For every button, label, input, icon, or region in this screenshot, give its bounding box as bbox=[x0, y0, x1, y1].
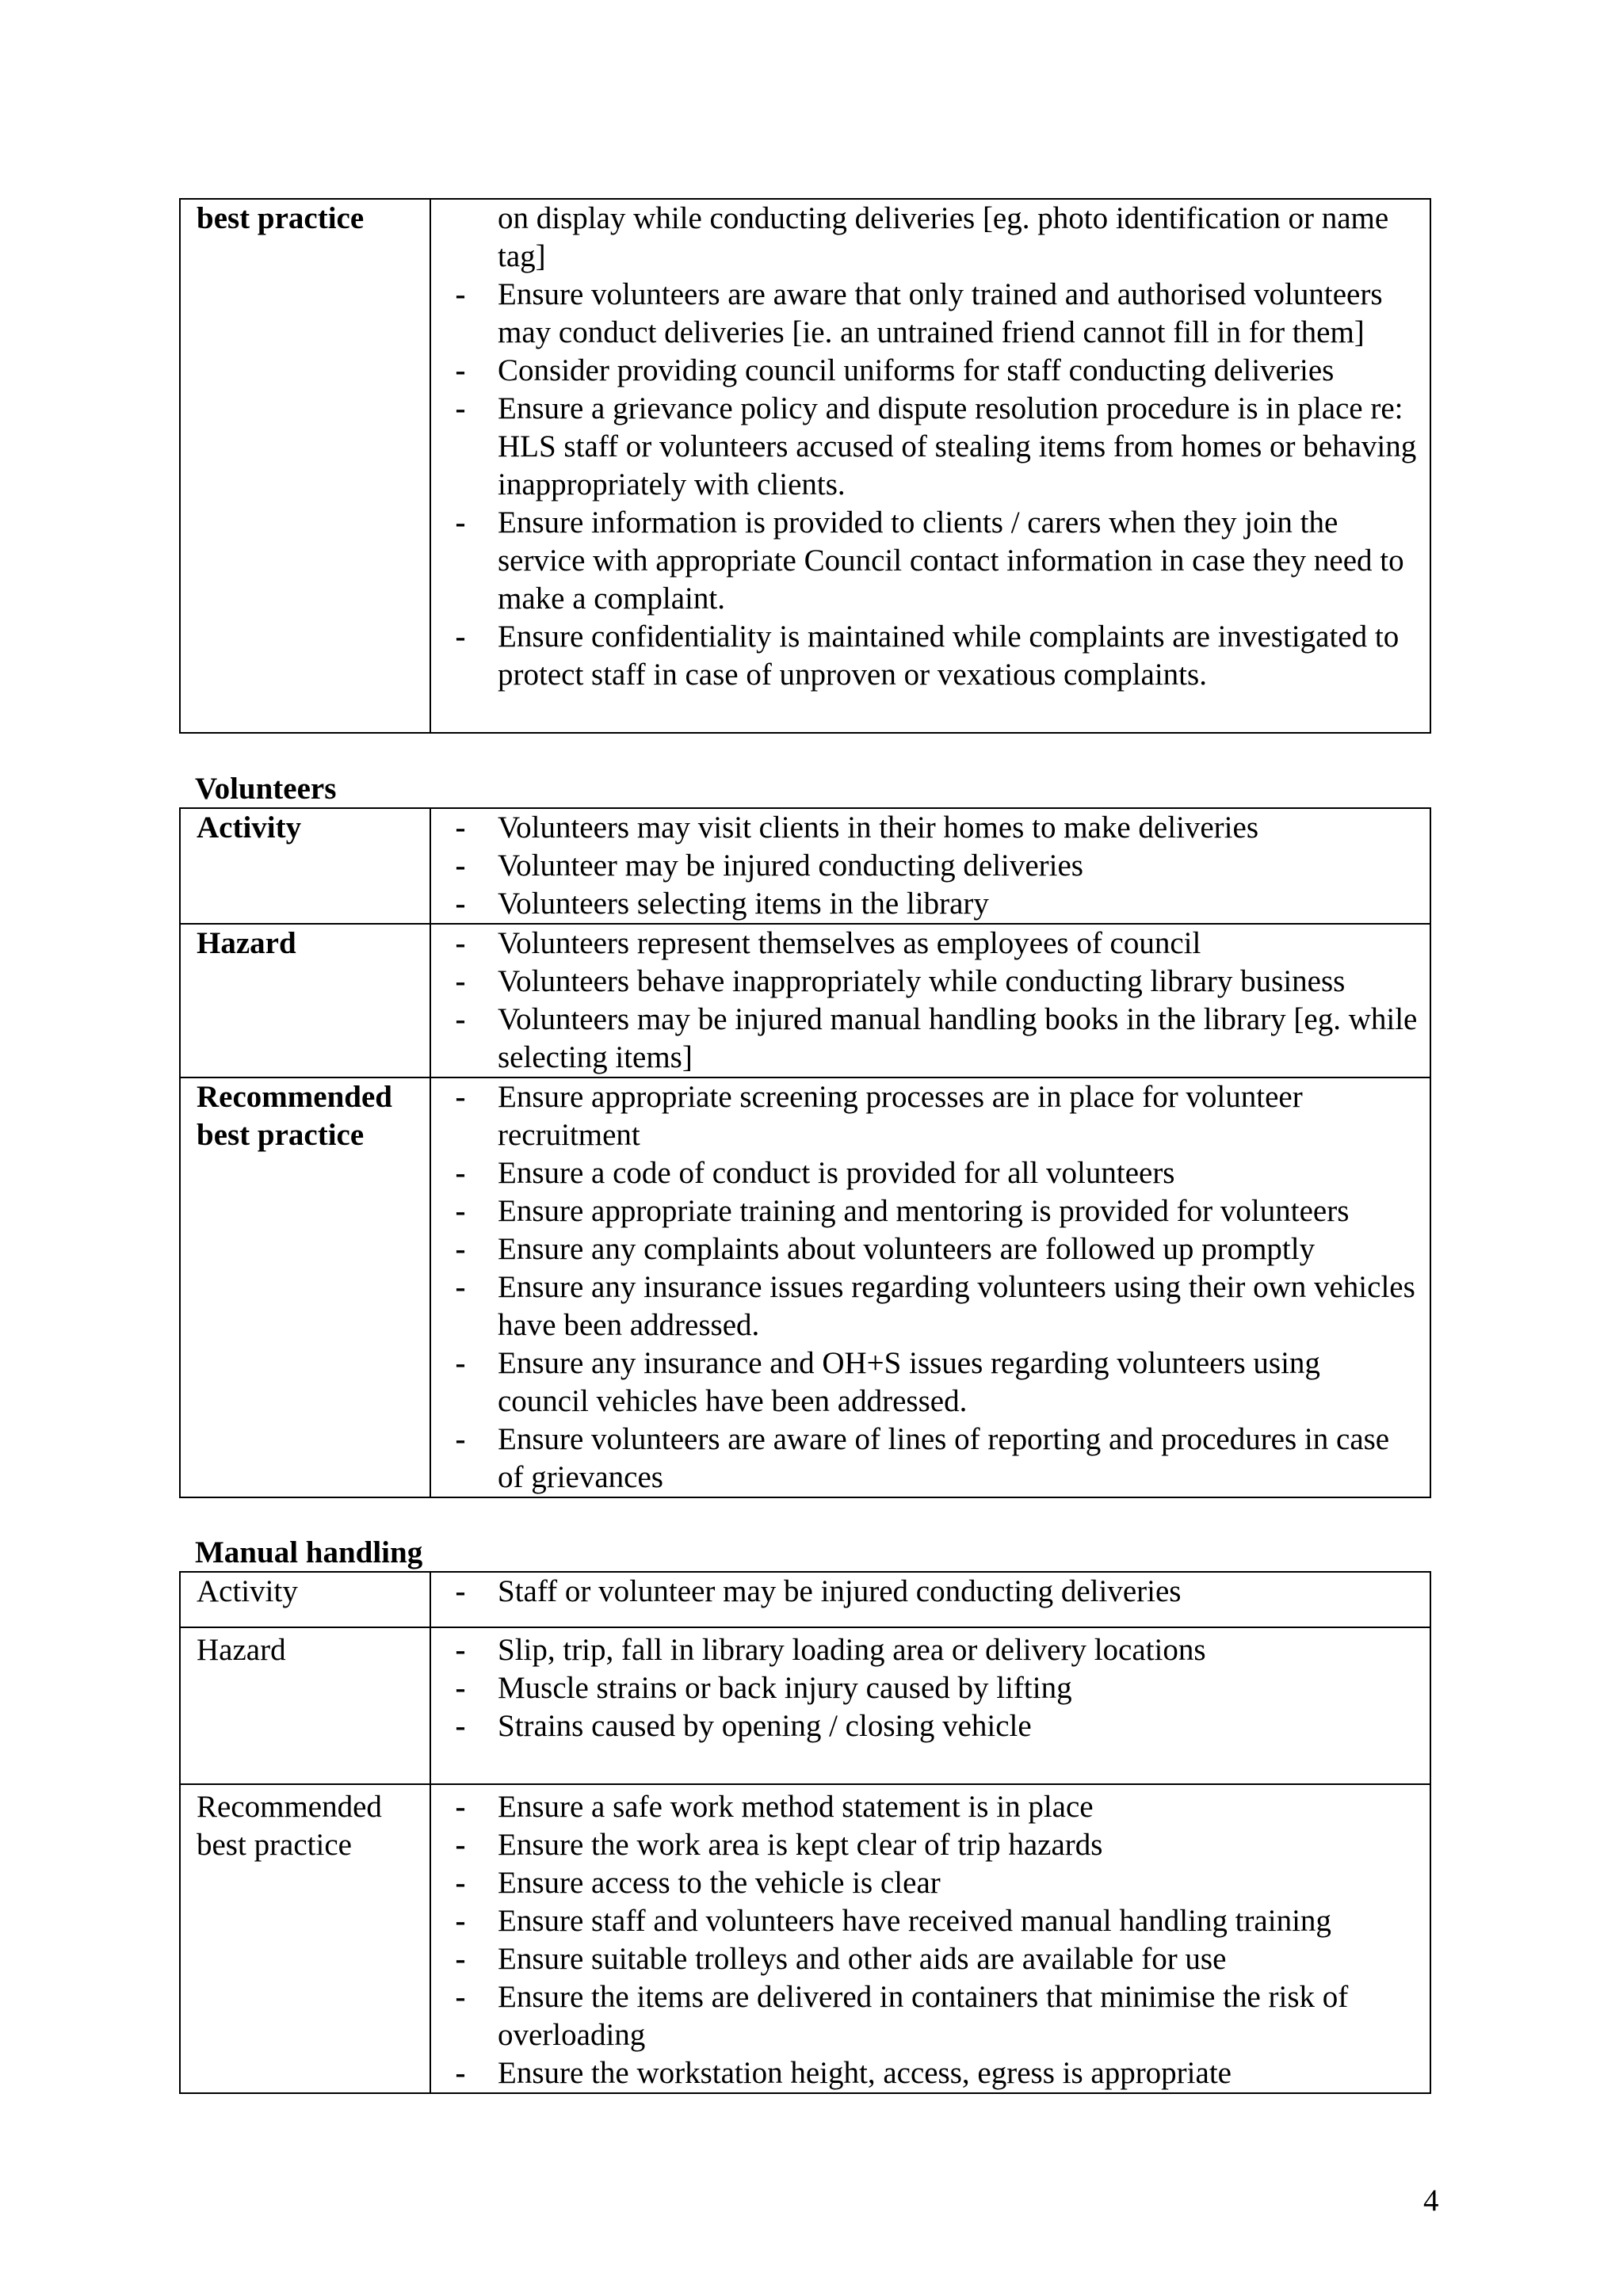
row-content bbox=[430, 1627, 1430, 1784]
item-text: Volunteers represent themselves as employees of council bbox=[498, 926, 1201, 960]
item-text: Ensure the workstation height, access, egress is appropriate bbox=[498, 2056, 1232, 2090]
dash-bullet: - bbox=[455, 505, 466, 540]
list-item bbox=[431, 200, 1419, 276]
item-text: Ensure a grievance policy and dispute resolution procedure is in place re: HLS staff or volunteers accused of stealing items from homes or behaving inappropriately with clients. bbox=[498, 391, 1417, 502]
item-text: Ensure the work area is kept clear of trip hazards bbox=[498, 1828, 1103, 1862]
dash-bullet: - bbox=[455, 1422, 466, 1456]
dash-bullet: - bbox=[455, 620, 466, 654]
row-content bbox=[430, 1077, 1430, 1497]
row-label: Hazard bbox=[180, 924, 430, 1077]
list-item bbox=[431, 1573, 1419, 1611]
bullet-list bbox=[431, 1078, 1419, 1497]
row-label: Recommended best practice bbox=[180, 1784, 430, 2093]
row-content bbox=[430, 199, 1430, 733]
bullet-list bbox=[431, 809, 1419, 923]
item-text: Ensure appropriate screening processes are in place for volunteer recruitment bbox=[498, 1080, 1303, 1152]
row-content bbox=[430, 924, 1430, 1077]
dash-bullet: - bbox=[455, 1080, 466, 1114]
list-item bbox=[431, 2054, 1419, 2092]
item-text: Ensure information is provided to clients / carers when they join the service with appropriate Council contact information in case they need to make a complaint. bbox=[498, 505, 1404, 616]
item-text: Ensure confidentiality is maintained while complaints are investigated to protect staff in case of unproven or vexatious complaints. bbox=[498, 620, 1400, 692]
item-text: Ensure a safe work method statement is in place bbox=[498, 1790, 1094, 1824]
table-volunteers bbox=[179, 807, 1431, 1498]
dash-bullet: - bbox=[455, 1346, 466, 1380]
list-item bbox=[431, 1421, 1419, 1497]
item-text: Muscle strains or back injury caused by lifting bbox=[498, 1671, 1072, 1705]
row-label: Hazard bbox=[180, 1627, 430, 1784]
dash-bullet: - bbox=[455, 849, 466, 883]
table-row bbox=[180, 1784, 1430, 2093]
table-row bbox=[180, 1572, 1430, 1627]
row-label: best practice bbox=[180, 199, 430, 733]
row-label: Activity bbox=[180, 808, 430, 924]
dash-bullet: - bbox=[455, 964, 466, 998]
dash-bullet: - bbox=[455, 2056, 466, 2090]
row-label: Activity bbox=[180, 1572, 430, 1627]
bullet-list bbox=[431, 200, 1419, 694]
list-item bbox=[431, 1154, 1419, 1192]
list-item bbox=[431, 276, 1419, 352]
list-item bbox=[431, 1001, 1419, 1077]
list-item bbox=[431, 885, 1419, 923]
table-row bbox=[180, 808, 1430, 924]
item-text: Ensure a code of conduct is provided for all volunteers bbox=[498, 1156, 1175, 1190]
list-item bbox=[431, 1826, 1419, 1864]
item-text: Volunteers behave inappropriately while conducting library business bbox=[498, 964, 1346, 998]
dash-bullet: - bbox=[455, 1156, 466, 1190]
item-text: Ensure the items are delivered in containers that minimise the risk of overloading bbox=[498, 1980, 1349, 2052]
table-continued-best-practice bbox=[179, 198, 1431, 734]
dash-bullet: - bbox=[455, 1828, 466, 1862]
bullet-list bbox=[431, 1573, 1419, 1611]
dash-bullet: - bbox=[455, 1270, 466, 1304]
item-text: Strains caused by opening / closing vehicle bbox=[498, 1709, 1032, 1743]
list-item bbox=[431, 618, 1419, 694]
table-manual-handling bbox=[179, 1571, 1431, 2094]
item-text: Volunteers selecting items in the library bbox=[498, 887, 989, 921]
item-text: Ensure suitable trolleys and other aids are available for use bbox=[498, 1942, 1227, 1976]
list-item bbox=[431, 1669, 1419, 1707]
list-item bbox=[431, 1707, 1419, 1745]
list-item bbox=[431, 1078, 1419, 1154]
item-text: Volunteer may be injured conducting deliveries bbox=[498, 849, 1083, 883]
list-item bbox=[431, 1344, 1419, 1421]
table-row bbox=[180, 924, 1430, 1077]
dash-bullet: - bbox=[455, 277, 466, 311]
list-item bbox=[431, 925, 1419, 963]
dash-bullet: - bbox=[455, 810, 466, 845]
bullet-list bbox=[431, 1788, 1419, 2092]
item-text: Ensure volunteers are aware of lines of reporting and procedures in case of grievances bbox=[498, 1422, 1390, 1494]
page-number: 4 bbox=[1423, 2183, 1439, 2218]
dash-bullet: - bbox=[455, 391, 466, 425]
table-row bbox=[180, 1627, 1430, 1784]
dash-bullet: - bbox=[455, 1904, 466, 1938]
item-text: on display while conducting deliveries [eg. photo identification or name tag] bbox=[498, 201, 1389, 273]
list-item bbox=[431, 1940, 1419, 1978]
item-text: Volunteers may be injured manual handling books in the library [eg. while selecting items] bbox=[498, 1002, 1418, 1074]
table-row bbox=[180, 199, 1430, 733]
dash-bullet: - bbox=[455, 353, 466, 387]
dash-bullet: - bbox=[455, 926, 466, 960]
item-text: Ensure any complaints about volunteers are followed up promptly bbox=[498, 1232, 1316, 1266]
list-item bbox=[431, 1631, 1419, 1669]
dash-bullet: - bbox=[455, 1194, 466, 1228]
list-item bbox=[431, 504, 1419, 618]
dash-bullet: - bbox=[455, 1574, 466, 1608]
item-text: Ensure volunteers are aware that only trained and authorised volunteers may conduct deliveries [ie. an untrained friend cannot fill in for them] bbox=[498, 277, 1383, 349]
bullet-list bbox=[431, 1631, 1419, 1745]
list-item bbox=[431, 390, 1419, 504]
section-title-volunteers: Volunteers bbox=[195, 772, 337, 806]
section-title-manual-handling: Manual handling bbox=[195, 1535, 423, 1569]
dash-bullet: - bbox=[455, 1002, 466, 1036]
dash-bullet: - bbox=[455, 1633, 466, 1667]
list-item bbox=[431, 352, 1419, 390]
dash-bullet: - bbox=[455, 887, 466, 921]
item-text: Staff or volunteer may be injured conducting deliveries bbox=[498, 1574, 1182, 1608]
item-text: Ensure any insurance issues regarding volunteers using their own vehicles have been addressed. bbox=[498, 1270, 1415, 1342]
list-item bbox=[431, 1230, 1419, 1268]
list-item bbox=[431, 809, 1419, 847]
bullet-list bbox=[431, 925, 1419, 1077]
item-text: Ensure staff and volunteers have received manual handling training bbox=[498, 1904, 1331, 1938]
dash-bullet: - bbox=[455, 1232, 466, 1266]
list-item bbox=[431, 1268, 1419, 1344]
item-text: Ensure any insurance and OH+S issues regarding volunteers using council vehicles have been addressed. bbox=[498, 1346, 1320, 1418]
row-label: Recommended best practice bbox=[180, 1077, 430, 1497]
dash-bullet: - bbox=[455, 1866, 466, 1900]
table-row bbox=[180, 1077, 1430, 1497]
list-item bbox=[431, 1978, 1419, 2054]
row-content bbox=[430, 1784, 1430, 2093]
dash-bullet: - bbox=[455, 1980, 466, 2014]
row-content bbox=[430, 1572, 1430, 1627]
list-item bbox=[431, 847, 1419, 885]
dash-bullet: - bbox=[455, 1671, 466, 1705]
item-text: Ensure appropriate training and mentoring is provided for volunteers bbox=[498, 1194, 1350, 1228]
item-text: Ensure access to the vehicle is clear bbox=[498, 1866, 941, 1900]
list-item bbox=[431, 1192, 1419, 1230]
dash-bullet: - bbox=[455, 1942, 466, 1976]
item-text: Volunteers may visit clients in their homes to make deliveries bbox=[498, 810, 1258, 845]
dash-bullet: - bbox=[455, 1790, 466, 1824]
item-text: Consider providing council uniforms for staff conducting deliveries bbox=[498, 353, 1335, 387]
row-content bbox=[430, 808, 1430, 924]
item-text: Slip, trip, fall in library loading area or delivery locations bbox=[498, 1633, 1206, 1667]
list-item bbox=[431, 1864, 1419, 1902]
list-item bbox=[431, 1902, 1419, 1940]
list-item bbox=[431, 963, 1419, 1001]
dash-bullet: - bbox=[455, 1709, 466, 1743]
list-item bbox=[431, 1788, 1419, 1826]
